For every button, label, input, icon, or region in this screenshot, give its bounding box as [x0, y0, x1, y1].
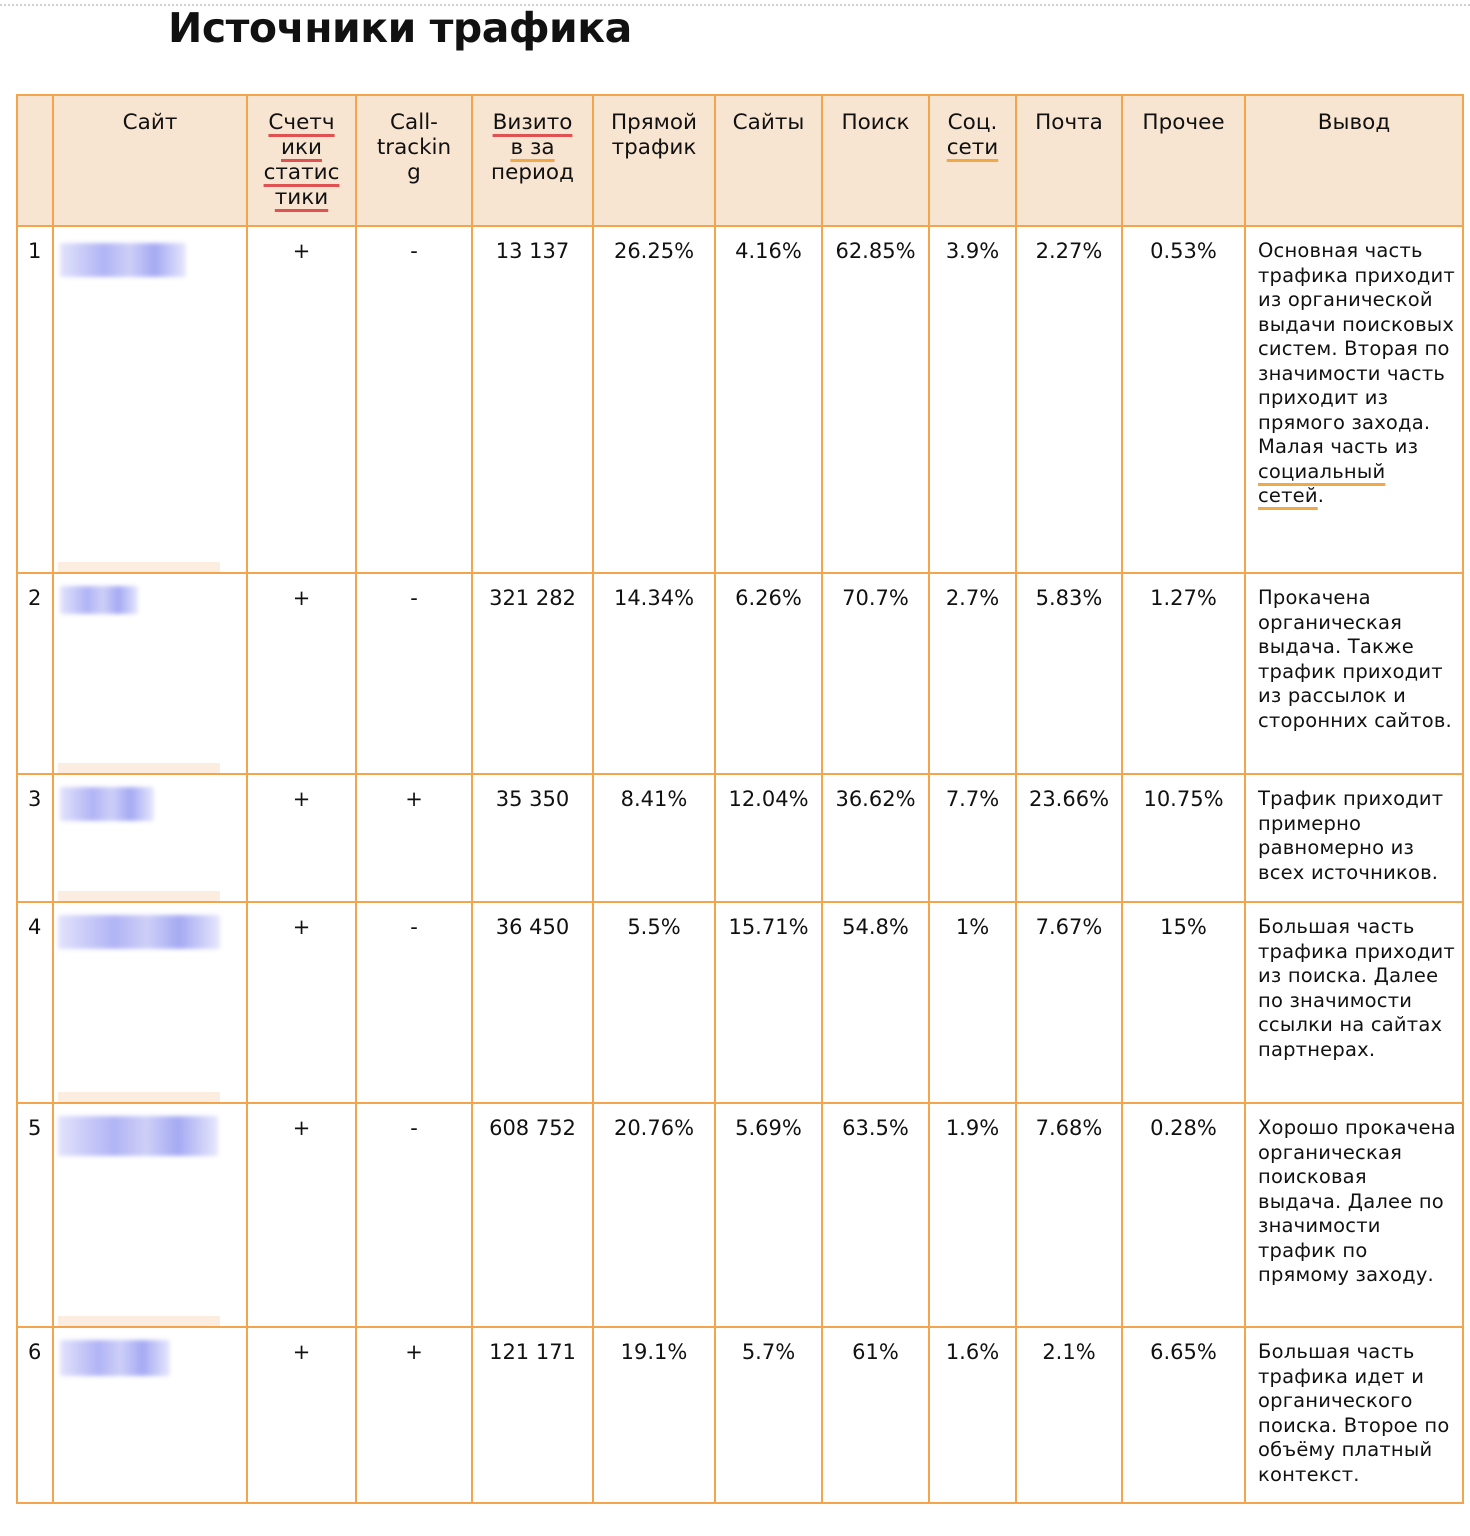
- social-value: 3.9%: [929, 226, 1016, 573]
- direct-value: 19.1%: [593, 1327, 715, 1503]
- sites-value: 5.7%: [715, 1327, 822, 1503]
- header-search: Поиск: [822, 95, 929, 226]
- visits-value: 35 350: [472, 774, 593, 902]
- sites-value: 15.71%: [715, 902, 822, 1103]
- other-value: 6.65%: [1122, 1327, 1245, 1503]
- conclusion-text: Трафик приходит примерно равномерно из всех источников.: [1245, 774, 1463, 902]
- other-value: 0.28%: [1122, 1103, 1245, 1327]
- site-redacted: [53, 774, 247, 902]
- other-value: 0.53%: [1122, 226, 1245, 573]
- visits-value: 13 137: [472, 226, 593, 573]
- social-value: 1%: [929, 902, 1016, 1103]
- sites-value: 12.04%: [715, 774, 822, 902]
- search-value: 63.5%: [822, 1103, 929, 1327]
- site-redacted: [53, 1327, 247, 1503]
- table-row: [17, 573, 1463, 774]
- calltracking-value: -: [356, 902, 472, 1103]
- header-sites: Сайты: [715, 95, 822, 226]
- visits-value: 608 752: [472, 1103, 593, 1327]
- header-mail: Почта: [1016, 95, 1122, 226]
- sites-value: 5.69%: [715, 1103, 822, 1327]
- other-value: 1.27%: [1122, 573, 1245, 774]
- direct-value: 20.76%: [593, 1103, 715, 1327]
- search-value: 62.85%: [822, 226, 929, 573]
- row-num: 3: [17, 774, 53, 902]
- site-redacted: [53, 226, 247, 573]
- header-direct: Прямой трафик: [593, 95, 715, 226]
- conclusion-text: Основная часть трафика приходит из органической выдачи поисковых систем. Вторая по значимости часть приходит из прямого захода. Малая часть из социальный сетей.: [1245, 226, 1463, 573]
- table-row: [17, 226, 1463, 573]
- sites-value: 6.26%: [715, 573, 822, 774]
- conclusion-text: Большая часть трафика приходит из поиска. Далее по значимости ссылки на сайтах партнерах.: [1245, 902, 1463, 1103]
- table-row: [17, 902, 1463, 1103]
- search-value: 54.8%: [822, 902, 929, 1103]
- counters-value: +: [247, 226, 356, 573]
- header-site: Сайт: [53, 95, 247, 226]
- row-num: 2: [17, 573, 53, 774]
- table-row: [17, 774, 1463, 902]
- social-value: 2.7%: [929, 573, 1016, 774]
- row-num: 5: [17, 1103, 53, 1327]
- row-num: 6: [17, 1327, 53, 1503]
- conclusion-text: Большая часть трафика идет и органического поиска. Второе по объёму платный контекст.: [1245, 1327, 1463, 1503]
- social-value: 1.9%: [929, 1103, 1016, 1327]
- sites-value: 4.16%: [715, 226, 822, 573]
- direct-value: 8.41%: [593, 774, 715, 902]
- other-value: 15%: [1122, 902, 1245, 1103]
- direct-value: 14.34%: [593, 573, 715, 774]
- direct-value: 26.25%: [593, 226, 715, 573]
- traffic-sources-table: [16, 94, 1464, 1504]
- mail-value: 2.27%: [1016, 226, 1122, 573]
- social-value: 1.6%: [929, 1327, 1016, 1503]
- header-counters: Счетч ики статис тики: [247, 95, 356, 226]
- row-num: 4: [17, 902, 53, 1103]
- header-other: Прочее: [1122, 95, 1245, 226]
- mail-value: 23.66%: [1016, 774, 1122, 902]
- page-title: Источники трафика: [168, 4, 632, 52]
- table-row: [17, 1327, 1463, 1503]
- counters-value: +: [247, 1103, 356, 1327]
- row-num: 1: [17, 226, 53, 573]
- search-value: 36.62%: [822, 774, 929, 902]
- header-visits: Визито в за период: [472, 95, 593, 226]
- search-value: 61%: [822, 1327, 929, 1503]
- calltracking-value: -: [356, 573, 472, 774]
- search-value: 70.7%: [822, 573, 929, 774]
- counters-value: +: [247, 774, 356, 902]
- counters-value: +: [247, 573, 356, 774]
- site-redacted: [53, 1103, 247, 1327]
- counters-value: +: [247, 1327, 356, 1503]
- table-row: [17, 1103, 1463, 1327]
- mail-value: 5.83%: [1016, 573, 1122, 774]
- conclusion-text: Хорошо прокачена органическая поисковая выдача. Далее по значимости трафик по прямому заходу.: [1245, 1103, 1463, 1327]
- direct-value: 5.5%: [593, 902, 715, 1103]
- calltracking-value: +: [356, 774, 472, 902]
- counters-value: +: [247, 902, 356, 1103]
- header-social: Соц. сети: [929, 95, 1016, 226]
- social-value: 7.7%: [929, 774, 1016, 902]
- table-header-row: [17, 95, 1463, 226]
- visits-value: 321 282: [472, 573, 593, 774]
- mail-value: 7.67%: [1016, 902, 1122, 1103]
- calltracking-value: -: [356, 1103, 472, 1327]
- visits-value: 121 171: [472, 1327, 593, 1503]
- calltracking-value: +: [356, 1327, 472, 1503]
- site-redacted: [53, 573, 247, 774]
- header-conclusion: Вывод: [1245, 95, 1463, 226]
- visits-value: 36 450: [472, 902, 593, 1103]
- calltracking-value: -: [356, 226, 472, 573]
- mail-value: 7.68%: [1016, 1103, 1122, 1327]
- mail-value: 2.1%: [1016, 1327, 1122, 1503]
- conclusion-text: Прокачена органическая выдача. Также трафик приходит из рассылок и сторонних сайтов.: [1245, 573, 1463, 774]
- other-value: 10.75%: [1122, 774, 1245, 902]
- site-redacted: [53, 902, 247, 1103]
- header-num: [17, 95, 53, 226]
- header-calltracking: Call- trackin g: [356, 95, 472, 226]
